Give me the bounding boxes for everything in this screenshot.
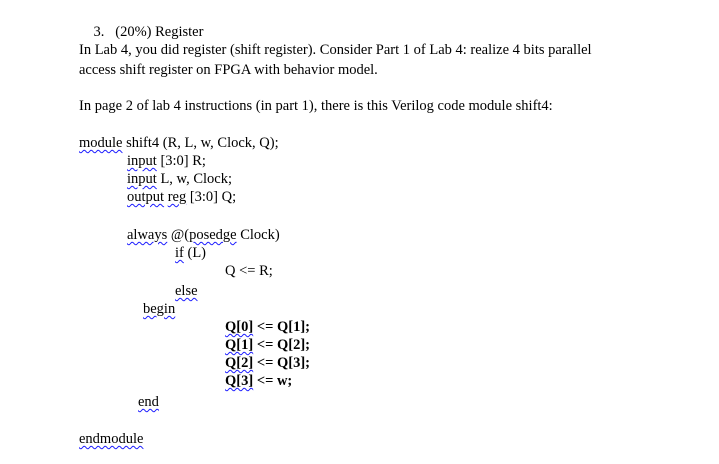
keyword-end: end <box>138 394 159 410</box>
input-decl-r: [3:0] R; <box>156 153 206 169</box>
intro-line-2: access shift register on FPGA with behavior model. <box>79 62 378 78</box>
code-shift-line-1 <box>225 336 310 354</box>
shift-lhs: Q[0] <box>225 319 254 335</box>
code-endmodule-line <box>79 430 143 448</box>
code-input-line-1 <box>127 152 206 170</box>
code-else-line <box>175 282 198 300</box>
shift-rhs: <= w; <box>253 373 293 389</box>
shift-lhs: Q[2] <box>225 355 254 371</box>
code-if-line <box>175 244 206 262</box>
keyword-posedge: posedge <box>189 227 237 243</box>
code-begin-line <box>143 300 175 318</box>
keyword-reg: reg <box>167 189 187 205</box>
keyword-if: if <box>175 245 184 261</box>
keyword-begin: begin <box>143 301 176 317</box>
code-shift-line-3 <box>225 372 292 390</box>
input-decl-lwclock: L, w, Clock; <box>156 171 232 187</box>
keyword-else: else <box>175 283 198 299</box>
keyword-input: input <box>127 153 157 169</box>
module-signature: shift4 (R, L, w, Clock, Q); <box>122 135 279 151</box>
keyword-always: always <box>127 227 168 243</box>
keyword-input: input <box>127 171 157 187</box>
output-decl-q: [3:0] Q; <box>186 189 237 205</box>
code-module-line <box>79 134 279 152</box>
shift-rhs: <= Q[1]; <box>253 319 310 335</box>
shift-lhs: Q[1] <box>225 337 254 353</box>
code-output-line <box>127 188 236 206</box>
keyword-module: module <box>79 135 123 151</box>
question-number: 3. <box>93 24 105 40</box>
shift-lhs: Q[3] <box>225 373 254 389</box>
always-sensitivity: Clock) <box>236 227 280 243</box>
question-title: (20%) Register <box>115 24 204 40</box>
if-condition: (L) <box>183 245 206 261</box>
keyword-output: output <box>127 189 165 205</box>
intro-line-1: In Lab 4, you did register (shift register). Consider Part 1 of Lab 4: realize 4 bits parallel <box>79 42 592 58</box>
code-always-line: always @(posedge Clock) <box>127 227 280 243</box>
code-end-line <box>138 393 159 411</box>
code-shift-line-2 <box>225 354 310 372</box>
code-input-line-2 <box>127 170 232 188</box>
code-assign-r-line: Q <= R; <box>225 263 273 279</box>
shift-rhs: <= Q[2]; <box>253 337 310 353</box>
code-shift-line-0 <box>225 318 310 336</box>
shift-rhs: <= Q[3]; <box>253 355 310 371</box>
keyword-endmodule: endmodule <box>79 431 144 447</box>
intro-line-3: In page 2 of lab 4 instructions (in part 1), there is this Verilog code module shift4: <box>79 98 553 114</box>
